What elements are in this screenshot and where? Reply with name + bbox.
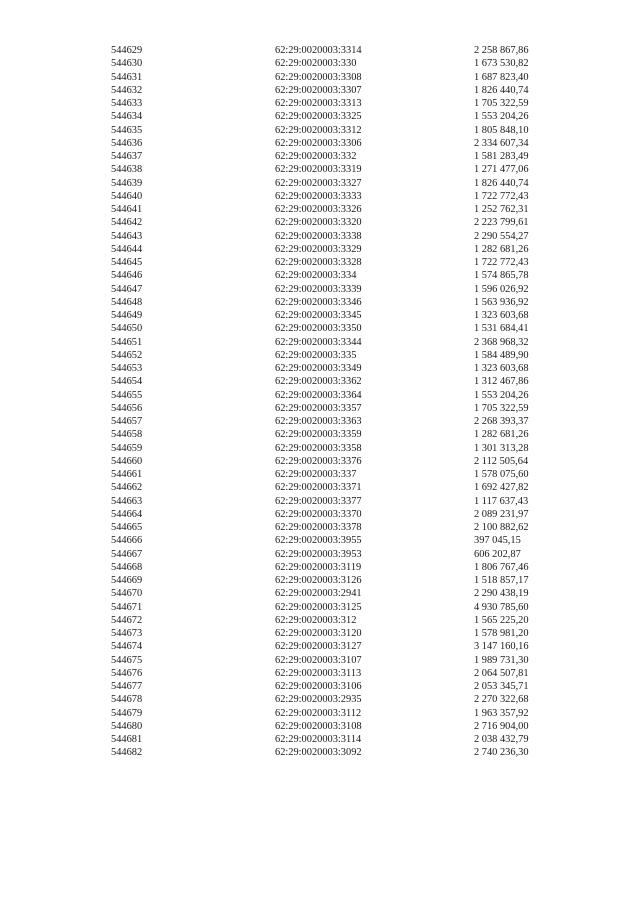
row-number: 544651 — [111, 336, 143, 348]
cadastral-value: 1 826 440,74 — [474, 84, 529, 96]
row-number: 544637 — [111, 151, 143, 162]
cadastral-value: 2 334 607,34 — [474, 137, 529, 149]
cadastral-number: 62:29:0020003:2941 — [275, 588, 362, 600]
cadastral-number: 62:29:0020003:335 — [275, 349, 357, 361]
cadastral-value: 1 323 603,68 — [474, 310, 529, 321]
cadastral-number: 62:29:0020003:3349 — [275, 363, 362, 374]
row-number: 544673 — [111, 628, 143, 639]
row-number: 544647 — [111, 283, 143, 295]
table-row — [0, 428, 640, 441]
row-number: 544681 — [111, 734, 143, 745]
table-row — [0, 720, 640, 733]
cadastral-number: 62:29:0020003:3319 — [275, 164, 362, 176]
cadastral-number: 62:29:0020003:330 — [275, 58, 357, 70]
cadastral-value: 2 270 322,68 — [474, 694, 529, 706]
table-row — [0, 574, 640, 587]
row-number: 544665 — [111, 522, 143, 533]
table-row — [0, 455, 640, 468]
table-row — [0, 495, 640, 508]
row-number: 544630 — [111, 58, 143, 70]
table-row — [0, 84, 640, 97]
cadastral-number: 62:29:0020003:3370 — [275, 508, 362, 520]
table-row — [0, 203, 640, 216]
cadastral-number: 62:29:0020003:3327 — [275, 177, 362, 189]
table-row — [0, 746, 640, 759]
cadastral-number: 62:29:0020003:3329 — [275, 243, 362, 255]
cadastral-number: 62:29:0020003:3125 — [275, 601, 362, 613]
table-row — [0, 362, 640, 375]
table-row — [0, 707, 640, 720]
cadastral-number: 62:29:0020003:3120 — [275, 628, 362, 639]
row-number: 544629 — [111, 45, 143, 56]
cadastral-number: 62:29:0020003:3371 — [275, 482, 362, 494]
row-number: 544631 — [111, 71, 143, 83]
row-number: 544634 — [111, 111, 143, 123]
cadastral-number: 62:29:0020003:3308 — [275, 71, 362, 83]
row-number: 544674 — [111, 641, 143, 653]
row-number: 544680 — [111, 720, 143, 732]
table-row — [0, 402, 640, 415]
cadastral-number: 62:29:0020003:3363 — [275, 416, 362, 427]
cadastral-number: 62:29:0020003:3955 — [275, 535, 362, 547]
cadastral-value: 2 223 799,61 — [474, 217, 529, 229]
table-row — [0, 216, 640, 229]
cadastral-value: 1 301 313,28 — [474, 442, 529, 454]
row-number: 544641 — [111, 204, 143, 215]
cadastral-value: 1 989 731,30 — [474, 654, 529, 666]
table-row — [0, 269, 640, 282]
row-number: 544682 — [111, 747, 143, 759]
table-row — [0, 256, 640, 269]
table-row — [0, 71, 640, 84]
cadastral-number: 62:29:0020003:3312 — [275, 124, 362, 136]
row-number: 544658 — [111, 429, 143, 441]
cadastral-value: 1 531 684,41 — [474, 323, 529, 335]
cadastral-value: 2 038 432,79 — [474, 734, 529, 745]
cadastral-value: 1 705 322,59 — [474, 98, 529, 109]
row-number: 544663 — [111, 495, 143, 507]
cadastral-number: 62:29:0020003:3333 — [275, 190, 362, 202]
cadastral-number: 62:29:0020003:3953 — [275, 548, 362, 560]
row-number: 544646 — [111, 270, 143, 282]
cadastral-value: 1 826 440,74 — [474, 177, 529, 189]
cadastral-value: 1 282 681,26 — [474, 429, 529, 441]
row-number: 544671 — [111, 601, 143, 613]
row-number: 544636 — [111, 137, 143, 149]
table-row — [0, 627, 640, 640]
row-number: 544644 — [111, 243, 143, 255]
cadastral-number: 62:29:0020003:3326 — [275, 204, 362, 215]
cadastral-value: 1 581 283,49 — [474, 151, 529, 162]
cadastral-number: 62:29:0020003:3346 — [275, 296, 362, 308]
cadastral-number: 62:29:0020003:3325 — [275, 111, 362, 123]
table-row — [0, 296, 640, 309]
cadastral-value: 606 202,87 — [474, 548, 521, 560]
cadastral-value: 1 282 681,26 — [474, 243, 529, 255]
cadastral-value: 2 368 968,32 — [474, 336, 529, 348]
row-number: 544655 — [111, 389, 143, 401]
cadastral-value: 1 722 772,43 — [474, 190, 529, 202]
table-row — [0, 654, 640, 667]
row-number: 544670 — [111, 588, 143, 600]
table-row — [0, 468, 640, 481]
cadastral-value: 1 578 981,20 — [474, 628, 529, 639]
table-row — [0, 415, 640, 428]
cadastral-number: 62:29:0020003:3344 — [275, 336, 362, 348]
cadastral-value: 1 563 936,92 — [474, 296, 529, 308]
cadastral-value: 1 323 603,68 — [474, 363, 529, 374]
row-number: 544638 — [111, 164, 143, 176]
table-row — [0, 349, 640, 362]
cadastral-number: 62:29:0020003:3313 — [275, 98, 362, 109]
table-row — [0, 442, 640, 455]
table-row — [0, 561, 640, 574]
table-row — [0, 163, 640, 176]
cadastral-number: 62:29:0020003:3314 — [275, 45, 362, 56]
row-number: 544650 — [111, 323, 143, 335]
table-row — [0, 587, 640, 600]
table-row — [0, 137, 640, 150]
cadastral-number: 62:29:0020003:3307 — [275, 84, 362, 96]
cadastral-number: 62:29:0020003:3106 — [275, 681, 362, 692]
table-row — [0, 614, 640, 627]
cadastral-value: 1 673 530,82 — [474, 58, 529, 70]
cadastral-value: 2 112 505,64 — [474, 455, 529, 467]
row-number: 544635 — [111, 124, 143, 136]
cadastral-value: 1 553 204,26 — [474, 111, 529, 123]
cadastral-number: 62:29:0020003:3377 — [275, 495, 362, 507]
cadastral-value: 2 290 554,27 — [474, 230, 529, 242]
row-number: 544666 — [111, 535, 143, 547]
row-number: 544648 — [111, 296, 143, 308]
table-row — [0, 680, 640, 693]
cadastral-value: 2 716 904,00 — [474, 720, 529, 732]
row-number: 544642 — [111, 217, 143, 229]
cadastral-number: 62:29:0020003:3127 — [275, 641, 362, 653]
table-row — [0, 508, 640, 521]
row-number: 544667 — [111, 548, 143, 560]
cadastral-value: 2 290 438,19 — [474, 588, 529, 600]
cadastral-value: 1 963 357,92 — [474, 707, 529, 719]
row-number: 544675 — [111, 654, 143, 666]
row-number: 544677 — [111, 681, 143, 692]
cadastral-number: 62:29:0020003:337 — [275, 469, 357, 480]
row-number: 544678 — [111, 694, 143, 706]
cadastral-value: 1 574 865,78 — [474, 270, 529, 282]
cadastral-value: 1 705 322,59 — [474, 402, 529, 414]
row-number: 544679 — [111, 707, 143, 719]
cadastral-number: 62:29:0020003:3119 — [275, 561, 362, 573]
row-number: 544660 — [111, 455, 143, 467]
table-row — [0, 601, 640, 614]
cadastral-value: 397 045,15 — [474, 535, 521, 547]
cadastral-number: 62:29:0020003:334 — [275, 270, 357, 282]
row-number: 544661 — [111, 469, 143, 480]
row-number: 544639 — [111, 177, 143, 189]
row-number: 544668 — [111, 561, 143, 573]
cadastral-number: 62:29:0020003:3092 — [275, 747, 362, 759]
cadastral-value: 2 053 345,71 — [474, 681, 529, 692]
table-row — [0, 322, 640, 335]
table-row — [0, 97, 640, 110]
row-number: 544662 — [111, 482, 143, 494]
row-number: 544654 — [111, 376, 143, 388]
table-row — [0, 389, 640, 402]
table-row — [0, 110, 640, 123]
table-row — [0, 521, 640, 534]
cadastral-value: 1 722 772,43 — [474, 257, 529, 268]
row-number: 544632 — [111, 84, 143, 96]
cadastral-value: 1 518 857,17 — [474, 575, 529, 586]
row-number: 544657 — [111, 416, 143, 427]
cadastral-number: 62:29:0020003:3108 — [275, 720, 362, 732]
cadastral-number: 62:29:0020003:3114 — [275, 734, 362, 745]
cadastral-value: 1 584 489,90 — [474, 349, 529, 361]
cadastral-number: 62:29:0020003:3113 — [275, 667, 362, 679]
cadastral-number: 62:29:0020003:3364 — [275, 389, 362, 401]
cadastral-number: 62:29:0020003:3338 — [275, 230, 362, 242]
cadastral-value: 1 252 762,31 — [474, 204, 529, 215]
table-row — [0, 177, 640, 190]
table-row — [0, 309, 640, 322]
table-row — [0, 733, 640, 746]
cadastral-value: 1 692 427,82 — [474, 482, 529, 494]
row-number: 544659 — [111, 442, 143, 454]
cadastral-number: 62:29:0020003:3126 — [275, 575, 362, 586]
table-row — [0, 640, 640, 653]
cadastral-value: 2 064 507,81 — [474, 667, 529, 679]
table-row — [0, 375, 640, 388]
table-row — [0, 667, 640, 680]
cadastral-value: 1 271 477,06 — [474, 164, 529, 176]
cadastral-value: 1 312 467,86 — [474, 376, 529, 388]
cadastral-number: 62:29:0020003:332 — [275, 151, 357, 162]
table-row — [0, 534, 640, 547]
cadastral-value: 1 553 204,26 — [474, 389, 529, 401]
cadastral-number: 62:29:0020003:3112 — [275, 707, 362, 719]
cadastral-value: 2 740 236,30 — [474, 747, 529, 759]
cadastral-number: 62:29:0020003:3350 — [275, 323, 362, 335]
cadastral-number: 62:29:0020003:312 — [275, 614, 357, 626]
cadastral-value: 1 806 767,46 — [474, 561, 529, 573]
row-number: 544633 — [111, 98, 143, 109]
cadastral-number: 62:29:0020003:3320 — [275, 217, 362, 229]
cadastral-number: 62:29:0020003:3339 — [275, 283, 362, 295]
row-number: 544676 — [111, 667, 143, 679]
table-row — [0, 243, 640, 256]
table-row — [0, 481, 640, 494]
table-row — [0, 693, 640, 706]
cadastral-number: 62:29:0020003:3376 — [275, 455, 362, 467]
cadastral-value: 1 578 075,60 — [474, 469, 529, 480]
table-row — [0, 57, 640, 70]
cadastral-value: 3 147 160,16 — [474, 641, 529, 653]
cadastral-value: 1 805 848,10 — [474, 124, 529, 136]
cadastral-number: 62:29:0020003:3306 — [275, 137, 362, 149]
row-number: 544664 — [111, 508, 143, 520]
row-number: 544645 — [111, 257, 143, 268]
cadastral-number: 62:29:0020003:3345 — [275, 310, 362, 321]
row-number: 544652 — [111, 349, 143, 361]
cadastral-number: 62:29:0020003:3107 — [275, 654, 362, 666]
cadastral-value: 2 100 882,62 — [474, 522, 529, 533]
cadastral-value: 1 596 026,92 — [474, 283, 529, 295]
cadastral-value: 2 258 867,86 — [474, 45, 529, 56]
row-number: 544640 — [111, 190, 143, 202]
cadastral-number: 62:29:0020003:2935 — [275, 694, 362, 706]
cadastral-value: 1 687 823,40 — [474, 71, 529, 83]
document-table — [0, 44, 640, 760]
cadastral-value: 2 089 231,97 — [474, 508, 529, 520]
cadastral-value: 2 268 393,37 — [474, 416, 529, 427]
cadastral-value: 1 117 637,43 — [474, 495, 529, 507]
cadastral-number: 62:29:0020003:3362 — [275, 376, 362, 388]
row-number: 544643 — [111, 230, 143, 242]
table-row — [0, 548, 640, 561]
cadastral-value: 4 930 785,60 — [474, 601, 529, 613]
table-row — [0, 150, 640, 163]
table-row — [0, 283, 640, 296]
cadastral-number: 62:29:0020003:3357 — [275, 402, 362, 414]
row-number: 544672 — [111, 614, 143, 626]
table-row — [0, 336, 640, 349]
row-number: 544669 — [111, 575, 143, 586]
cadastral-number: 62:29:0020003:3378 — [275, 522, 362, 533]
cadastral-number: 62:29:0020003:3358 — [275, 442, 362, 454]
cadastral-value: 1 565 225,20 — [474, 614, 529, 626]
table-row — [0, 44, 640, 57]
table-row — [0, 230, 640, 243]
row-number: 544656 — [111, 402, 143, 414]
row-number: 544653 — [111, 363, 143, 374]
table-row — [0, 124, 640, 137]
cadastral-number: 62:29:0020003:3328 — [275, 257, 362, 268]
table-row — [0, 190, 640, 203]
row-number: 544649 — [111, 310, 143, 321]
cadastral-number: 62:29:0020003:3359 — [275, 429, 362, 441]
